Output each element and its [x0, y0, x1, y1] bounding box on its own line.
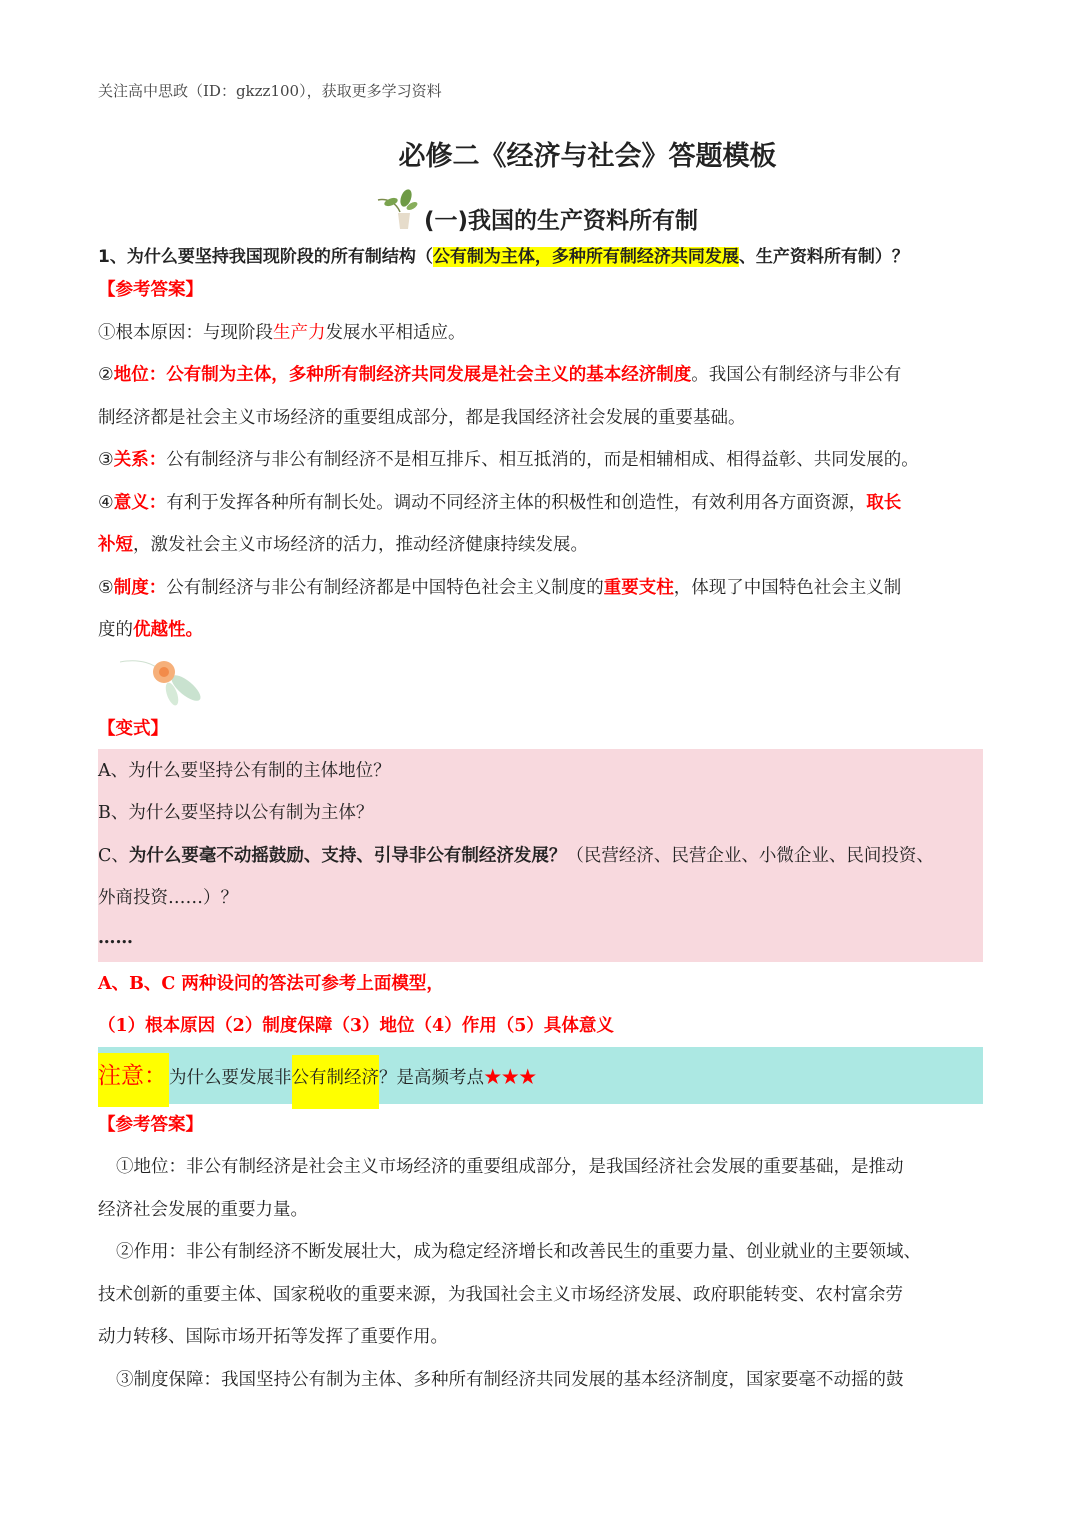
a2-red: 公有制为主体，多种所有制经济共同发展是社会主义的基本经济制度	[166, 365, 692, 385]
variant-c-bold: 为什么要毫不动摇鼓励、支持、引导非公有制经济发展？	[128, 846, 567, 866]
hint-line-2: （1）根本原因（2）制度保障（3）地位（4）作用（5）具体意义	[98, 1016, 614, 1036]
answer-5-line2	[98, 617, 203, 643]
a1-red: 生产力	[273, 323, 326, 343]
variant-c-line2: 外商投资……）？	[98, 888, 238, 908]
answer-2-line2: 制经济都是社会主义市场经济的重要组成部分，都是我国经济社会发展的重要基础。	[98, 408, 746, 428]
q1-suffix: 、生产资料所有制）？	[738, 247, 909, 267]
reference-answer-label-2: 【参考答案】	[98, 1115, 203, 1135]
b1-line1: ①地位：非公有制经济是社会主义市场经济的重要组成部分，是我国经济社会发展的重要基础，是推动	[116, 1157, 904, 1177]
a4-label: 意义：	[113, 493, 167, 513]
question-1	[98, 244, 909, 270]
a4-line2: ，激发社会主义市场经济的活力，推动经济健康持续发展。	[133, 535, 588, 555]
a3-label: 关系：	[113, 450, 167, 470]
plant-icon	[376, 188, 422, 230]
answer-1	[98, 320, 466, 346]
a2-num: ②	[98, 365, 114, 385]
a1-rest: 发展水平相适应。	[325, 323, 466, 343]
b2-line1: ②作用：非公有制经济不断发展壮大，成为稳定经济增长和改善民生的重要力量、创业就业的主要领域、	[116, 1242, 921, 1262]
variant-more: ……	[98, 928, 133, 948]
variant-b: B、为什么要坚持以公有制为主体？	[98, 803, 374, 823]
hint-line-1: A、B、C 两种设问的答法可参考上面模型，	[98, 974, 444, 994]
section-title: (一)我国的生产资料所有制	[424, 208, 699, 234]
answer-5	[98, 575, 901, 601]
header-note: 关注高中思政（ID：gkzz100），获取更多学习资料	[98, 82, 442, 100]
answer-4	[98, 490, 901, 516]
a5-line2a: 度的	[98, 620, 133, 640]
a5-rest2: ，体现了中国特色社会主义制	[673, 578, 902, 598]
variant-c-prefix: C、	[98, 846, 129, 866]
a5-num: ⑤	[98, 578, 114, 598]
a3-rest: 公有制经济与非公有制经济不是相互排斥、相互抵消的，而是相辅相成、相得益彰、共同发展的。	[166, 450, 919, 470]
a5-label: 制度：	[113, 578, 167, 598]
star-rating: ★★★	[484, 1068, 537, 1088]
q1-prefix: 1、为什么要坚持我国现阶段的所有制结构（	[98, 247, 433, 267]
note-highlight: 公有制经济	[292, 1055, 380, 1109]
variant-c-rest: （民营经济、民营企业、小微企业、民间投资、	[566, 846, 934, 866]
a1-num: ①	[98, 323, 116, 343]
variant-label: 【变式】	[98, 719, 168, 739]
b2-line2: 技术创新的重要主体、国家税收的重要来源，为我国社会主义市场经济发展、政府职能转变、农村富余劳	[98, 1285, 903, 1305]
a3-num: ③	[98, 450, 114, 470]
a4-red2: 补短	[98, 535, 133, 555]
note-q1: 为什么要发展非	[169, 1068, 292, 1088]
note-line	[98, 1061, 537, 1095]
b2-line3: 动力转移、国际市场开拓等发挥了重要作用。	[98, 1327, 448, 1347]
b3-line1: ③制度保障：我国坚持公有制为主体、多种所有制经济共同发展的基本经济制度，国家要毫不动摇的鼓	[116, 1370, 904, 1390]
page-title: 必修二《经济与社会》答题模板	[398, 141, 777, 172]
a2-label: 地位：	[113, 365, 167, 385]
answer-3	[98, 447, 919, 473]
note-label: 注意：	[98, 1053, 169, 1107]
answer-4-line2	[98, 532, 588, 558]
a4-num: ④	[98, 493, 114, 513]
variant-a: A、为什么要坚持公有制的主体地位？	[98, 761, 391, 781]
a5-red: 重要支柱	[603, 578, 674, 598]
reference-answer-label: 【参考答案】	[98, 280, 203, 300]
variant-c	[98, 843, 934, 869]
note-q2: ？是高频考点	[379, 1068, 484, 1088]
a2-rest: 。我国公有制经济与非公有	[691, 365, 902, 385]
a1-label: 根本原因：与现阶段	[115, 323, 273, 343]
a5-line2red: 优越性。	[133, 620, 203, 640]
a4-rest: 有利于发挥各种所有制长处。调动不同经济主体的积极性和创造性，有效利用各方面资源，	[166, 493, 867, 513]
a5-rest: 公有制经济与非公有制经济都是中国特色社会主义制度的	[166, 578, 604, 598]
a4-red1: 取长	[866, 493, 902, 513]
b1-line2: 经济社会发展的重要力量。	[98, 1200, 308, 1220]
flower-icon	[120, 650, 210, 710]
answer-2	[98, 362, 901, 388]
q1-highlight: 公有制为主体，多种所有制经济共同发展	[432, 247, 739, 267]
